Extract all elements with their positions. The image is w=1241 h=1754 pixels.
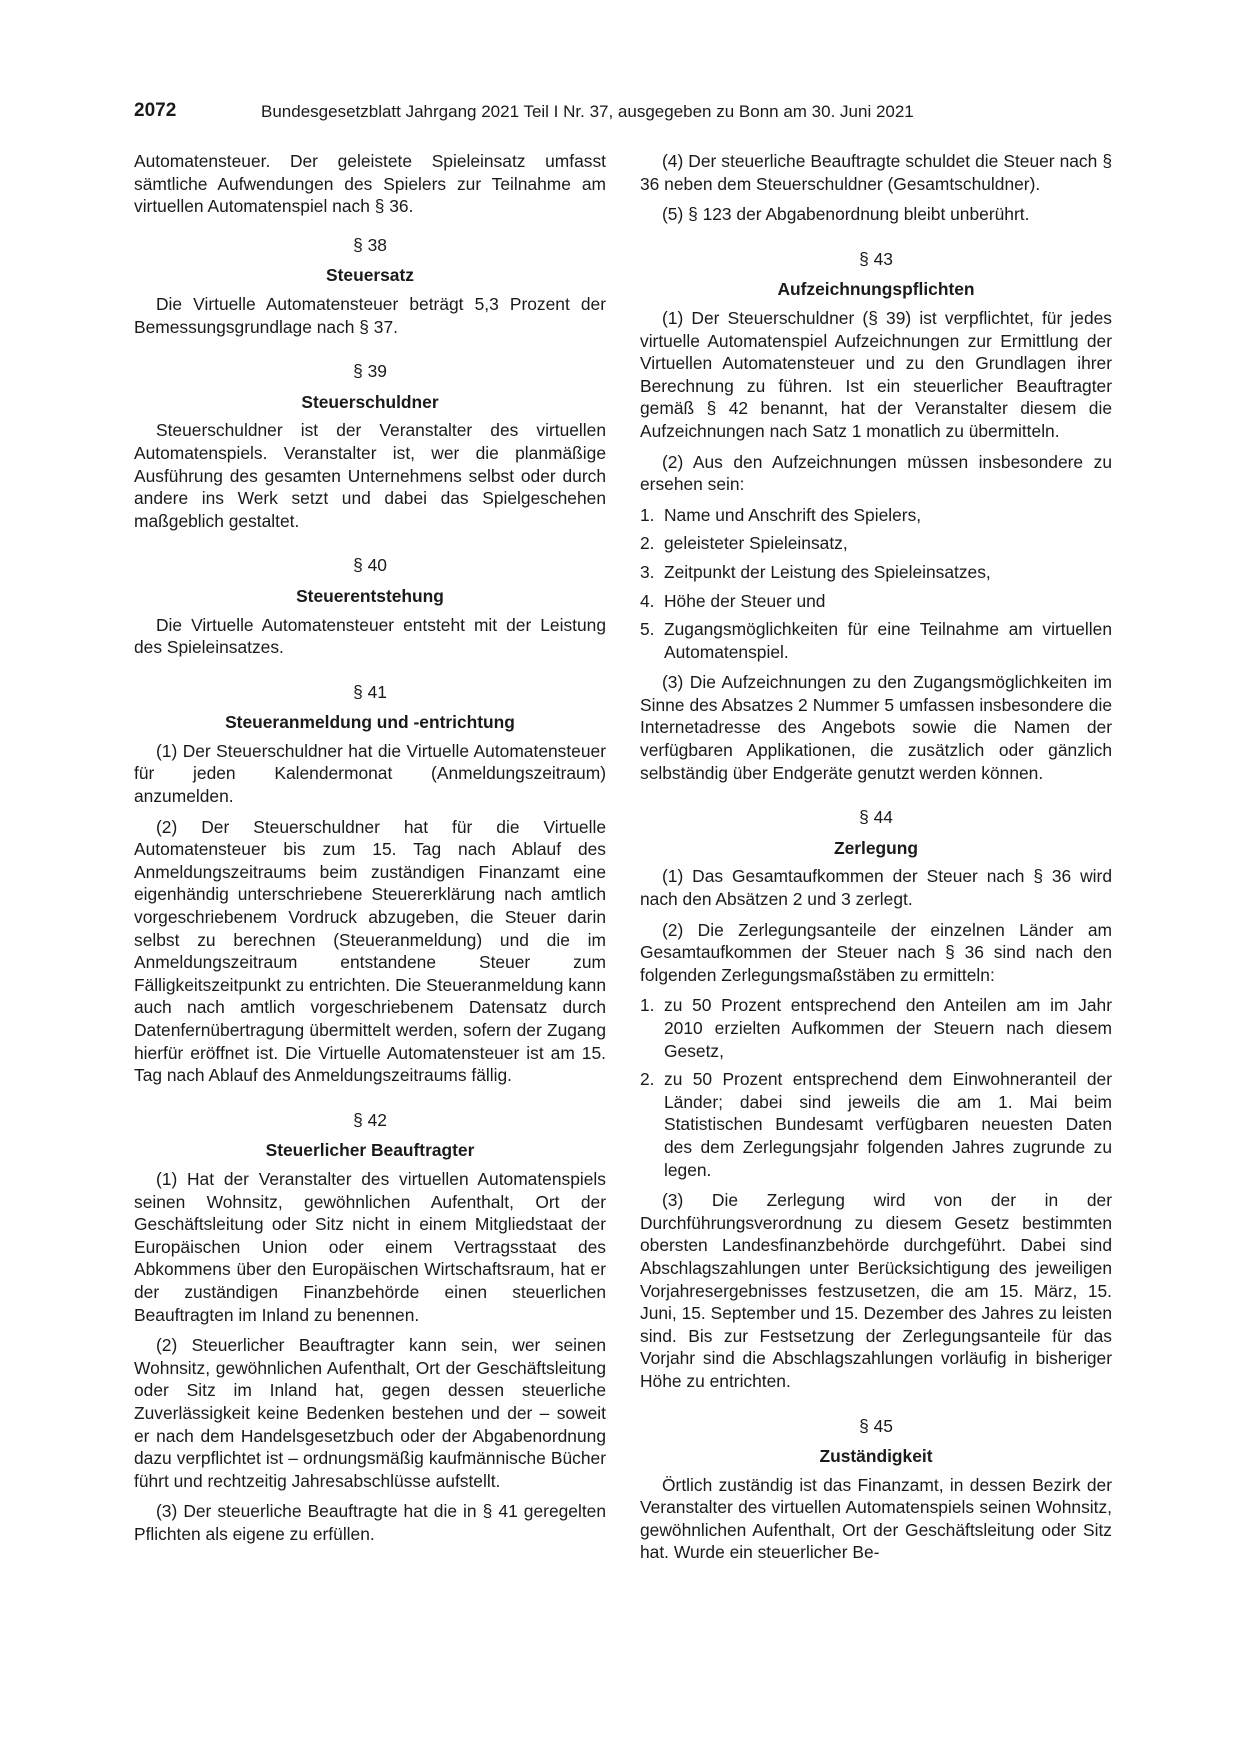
list-text: Zugangsmöglichkeiten für eine Teilnahme am virtuellen Automatenspiel. [664,619,1112,662]
left-column [134,150,606,1553]
paragraph: (2) Die Zerlegungsanteile der einzelnen Länder am Gesamtaufkommen der Steuer nach § 36 sind nach den folgenden Zerlegungsmaßstäben zu ermitteln: [640,919,1112,985]
section-44 [640,806,1112,1392]
list-number: 2. [640,1069,655,1090]
section-41 [134,681,606,1087]
numbered-list [640,504,1112,664]
paragraph: (2) Aus den Aufzeichnungen müssen insbesondere zu ersehen sein: [640,451,1112,495]
paragraph: Die Virtuelle Automatensteuer beträgt 5,3 Prozent der Bemessungsgrundlage nach § 37. [134,293,606,337]
section-number: § 39 [353,361,387,382]
list-number: 4. [640,590,655,611]
paragraph: (1) Das Gesamtaufkommen der Steuer nach § 36 wird nach den Absätzen 2 und 3 zerlegt. [640,866,1112,910]
section-42-continued [640,150,1112,226]
numbered-list [640,994,1112,1181]
paragraph: (3) Der steuerliche Beauftragte hat die in § 41 geregelten Pflichten als eigene zu erfüllen. [134,1501,606,1544]
list-text: zu 50 Prozent entsprechend dem Einwohneranteil der Länder; dabei sind jeweils die am 1. Mai beim Statistischen Bundesamt verfügbaren neuesten Daten des dem Zerlegungsjahr folgenden Jahres zugrunde zu legen. [664,1069,1112,1180]
section-number: § 43 [859,248,893,269]
page-number: 2072 [134,100,177,121]
list-item [640,618,1112,663]
section-40 [134,554,606,658]
list-item [640,1068,1112,1181]
list-item [640,994,1112,1062]
paragraph: (1) Der Steuerschuldner (§ 39) ist verpflichtet, für jedes virtuelle Automatenspiel Aufzeichnungen zur Ermittlung der Virtuellen Automatensteuer und zu den Grundlagen ihrer Berechnung zu führen. Ist ein steuerlicher Beauftragter gemäß § 42 benannt, hat der Veranstalter diesem die Aufzeichnungen nach Satz 1 monatlich zu übermitteln. [640,307,1112,441]
section-number: § 45 [859,1415,893,1436]
section-39 [134,360,606,532]
continued-paragraph: Automatensteuer. Der geleistete Spieleinsatz umfasst sämtliche Aufwendungen des Spielers zur Teilnahme am virtuellen Automatenspiel nach § 36. [134,151,606,217]
section-45 [640,1415,1112,1565]
paragraph: (3) Die Zerlegung wird von der in der Durchführungsverordnung zu diesem Gesetz bestimmten obersten Landesfinanzbehörde durchgeführt. Dabei sind Abschlagszahlungen unter Berücksichtigung des jeweiligen Vorjahresergebnisses festzusetzen, die am 15. März, 15. Juni, 15. September und 15. Dezember des Jahres zu leisten sind. Bis zur Festsetzung der Zerlegungsanteile für das Vorjahr sind die Abschlagszahlungen vorläufig in bisheriger Höhe zu entrichten. [640,1190,1112,1391]
paragraph: Steuerschuldner ist der Veranstalter des virtuellen Automatenspiels. Veranstalter ist, wer die planmäßige Ausführung des gesamten Unternehmens selbst oder durch andere ins Werk setzt und dabei das Spielgeschehen maßgeblich gestaltet. [134,420,606,531]
section-42 [134,1109,606,1546]
list-text: zu 50 Prozent entsprechend den Anteilen am im Jahr 2010 erzielten Aufkommen der Steuern nach diesem Gesetz, [664,995,1112,1061]
section-title: Steueranmeldung und -entrichtung [225,712,515,733]
page-header [134,100,1106,128]
paragraph: (1) Hat der Veranstalter des virtuellen Automatenspiels seinen Wohnsitz, gewöhnlichen Aufenthalt, Ort der Geschäftsleitung oder Sitz nicht in einem Mitgliedstaat der Europäischen Union oder einem Vertragsstaat des Abkommens über den Europäischen Wirtschaftsraum, hat er der zuständigen Finanzbehörde einen steuerlichen Beauftragten im Inland zu benennen. [134,1168,606,1325]
paragraph: (2) Der Steuerschuldner hat für die Virtuelle Automatensteuer bis zum 15. Tag nach Ablauf des Anmeldungszeitraums beim zuständigen Finanzamt eine eigenhändig unterschriebene Steuererklärung nach amtlich vorgeschriebenem Vordruck abzugeben, die Steuer darin selbst zu berechnen (Steueranmeldung) und die im Anmeldungszeitraum entstandene Steuer zum Fälligkeitszeitpunkt zu entrichten. Die Steueranmeldung kann auch nach amtlich vorgeschriebenem Datensatz durch Datenfernübertragung übermittelt werden, sofern der Zugang hierfür eröffnet ist. Die Virtuelle Automatensteuer ist am 15. Tag nach Ablauf des Anmeldungszeitraums fällig. [134,816,606,1086]
list-number: 1. [640,504,655,525]
right-column [640,150,1112,1572]
section-title: Zerlegung [833,837,919,858]
running-title: Bundesgesetzblatt Jahrgang 2021 Teil I Nr. 37, ausgegeben zu Bonn am 30. Juni 2021 [261,102,914,121]
section-43 [640,248,1112,784]
paragraph: Die Virtuelle Automatensteuer entsteht mit der Leistung des Spieleinsatzes. [134,614,606,658]
list-item [640,504,1112,527]
section-title: Steuerlicher Beauftragter [265,1140,475,1161]
list-text: Name und Anschrift des Spielers, [664,504,922,525]
section-title: Steuersatz [326,265,414,286]
paragraph: (5) § 123 der Abgabenordnung bleibt unberührt. [662,204,1030,225]
list-item [640,561,1112,584]
paragraph: Örtlich zuständig ist das Finanzamt, in dessen Bezirk der Veranstalter des virtuellen Automatenspiels seinen Wohnsitz, gewöhnlichen Aufenthalt, Ort der Geschäftsleitung oder Sitz hat. Wurde ein steuerlicher Be- [640,1474,1112,1563]
section-number: § 40 [353,555,387,576]
list-text: geleisteter Spieleinsatz, [664,533,848,554]
list-text: Höhe der Steuer und [664,590,826,611]
paragraph: (1) Der Steuerschuldner hat die Virtuelle Automatensteuer für jeden Kalendermonat (Anmeldungszeitraum) anzumelden. [134,740,606,807]
list-item [640,590,1112,613]
section-title: Zuständigkeit [819,1446,933,1467]
paragraph: (4) Der steuerliche Beauftragte schuldet die Steuer nach § 36 neben dem Steuerschuldner (Gesamtschuldner). [640,151,1112,194]
list-text: Zeitpunkt der Leistung des Spieleinsatzes, [664,561,991,582]
section-number: § 38 [353,234,387,255]
list-number: 3. [640,561,655,582]
list-number: 5. [640,619,655,640]
list-item [640,532,1112,555]
paragraph: (2) Steuerlicher Beauftragter kann sein, wer seinen Wohnsitz, gewöhnlichen Aufenthalt, Ort der Geschäftsleitung oder Sitz im Inland hat, gegen dessen steuerliche Zuverlässigkeit keine Bedenken bestehen und der – soweit er nach dem Handelsgesetzbuch oder der Abgabenordnung dazu verpflichtet ist – ordnungsmäßig kaufmännische Bücher führt und rechtzeitig Jahresabschlüsse aufstellt. [134,1335,606,1491]
paragraph: (3) Die Aufzeichnungen zu den Zugangsmöglichkeiten im Sinne des Absatzes 2 Nummer 5 umfassen insbesondere die Internetadresse des Angebots sowie die Namen der verfügbaren Applikationen, die zusätzlich oder gänzlich selbständig über Endgeräte genutzt werden können. [640,672,1112,783]
section-number: § 44 [859,807,893,828]
section-number: § 42 [353,1109,387,1130]
section-38 [134,234,606,338]
section-title: Aufzeichnungspflichten [777,279,975,300]
list-number: 2. [640,533,655,554]
section-number: § 41 [353,681,387,702]
list-number: 1. [640,995,655,1016]
section-title: Steuerentstehung [296,585,444,606]
section-title: Steuerschuldner [301,391,439,412]
